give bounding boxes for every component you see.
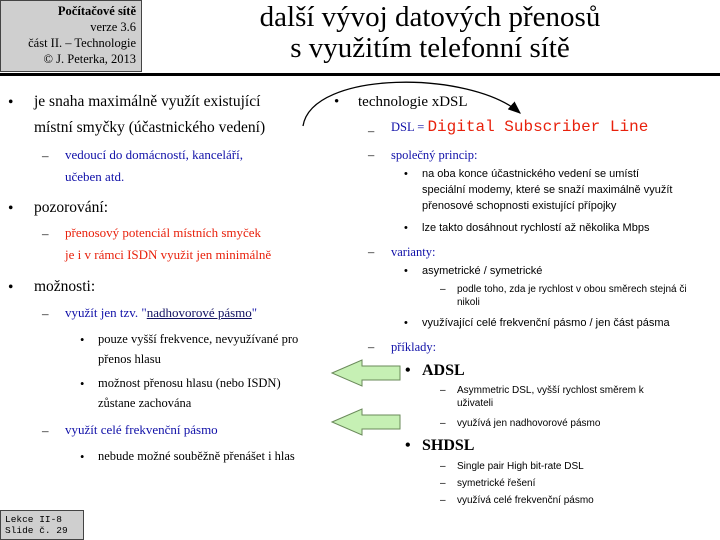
shdsl-arrow-icon [332,409,400,435]
bullet-icon: • [404,222,408,234]
part-label: část II. – Technologie [28,36,136,50]
bullet-icon: • [404,168,408,180]
left-subpoint-2: přenosový potenciál místních smyček je i v rámci ISDN využit jen minimálně [65,225,272,262]
bullet-icon: • [404,265,408,277]
principle-point-2: lze takto dosáhnout rychlostí až několika Mbps [422,222,650,234]
overvoice-band-term: nadhovorové pásmo [146,305,252,320]
dash-icon: – [368,340,375,354]
dash-icon: – [440,418,446,429]
principle-point-1: na oba konce účastnického vedení se umístí speciální modemy, které se snaží maximálně využít přenosové schopnosti existující přípojky [422,168,673,212]
adsl-point-2: využívá jen nadhovorové pásmo [457,418,601,429]
option-1: využít jen tzv. "nadhovorové pásmo" [65,305,258,320]
dash-icon: – [42,226,49,241]
bullet-icon: • [405,362,411,379]
slide-title-line1: další vývoj datových přenosů [259,1,601,33]
option-1-point-2: možnost přenosu hlasu (nebo ISDN) zůstane zachována [98,376,281,410]
lecture-label: Lekce II-8 [5,514,63,525]
left-bullet-1: je snaha maximálně využít existující místní smyčky (účastnického vedení) [34,93,266,136]
slide-number-box [0,510,84,540]
version-label: verze 3.6 [90,20,136,34]
dash-icon: – [440,478,446,489]
bullet-icon: • [334,94,340,110]
variants: varianty: [391,245,436,259]
dash-icon: – [368,148,375,162]
author-label: © J. Peterka, 2013 [43,52,136,66]
bullet-icon: • [8,200,14,217]
bullet-icon: • [8,279,14,296]
right-bullet-1: technologie xDSL [358,94,468,110]
variants-subpoint-1: podle toho, zda je rychlost v obou směrech stejná či nikoli [457,284,687,308]
shdsl-point-1: Single pair High bit-rate DSL [457,461,584,472]
bullet-icon: • [405,437,411,454]
dsl-definition: DSL = Digital Subscriber Line [391,118,649,136]
option-2: využít celé frekvenční pásmo [65,422,218,437]
left-bullet-3: možnosti: [34,278,96,295]
option-1-point-1: pouze vyšší frekvence, nevyužívané pro přenos hlasu [98,332,299,366]
bullet-icon: • [80,377,85,391]
left-subpoint-1: vedoucí do domácností, kanceláří, učeben atd. [65,147,243,184]
dash-icon: – [42,423,49,438]
bullet-icon: • [8,94,14,111]
bullet-icon: • [80,450,85,464]
slide-label: Slide č. 29 [5,525,68,536]
dsl-full-name: Digital Subscriber Line [427,118,649,136]
dash-icon: – [440,284,446,295]
slide-title-line2: s využitím telefonní sítě [290,32,570,64]
dash-icon: – [440,461,446,472]
left-bullet-2: pozorování: [34,199,109,216]
dash-icon: – [440,495,446,506]
common-principle: společný princip: [391,148,478,162]
shdsl-point-3: využívá celé frekvenční pásmo [457,495,594,506]
dash-icon: – [440,385,446,396]
adsl-arrow-icon [332,360,400,386]
dash-icon: – [368,245,375,259]
variants-point-2: využívající celé frekvenční pásmo / jen část pásma [422,317,670,329]
dash-icon: – [368,124,375,138]
dash-icon: – [42,148,49,163]
examples: příklady: [391,340,437,354]
option-2-point-1: nebude možné souběžně přenášet i hlas [98,449,295,463]
bullet-icon: • [80,333,85,347]
shdsl-point-2: symetrické řešení [457,478,536,489]
dash-icon: – [42,306,49,321]
bullet-icon: • [404,317,408,329]
example-adsl: ADSL [422,362,465,379]
course-name: Počítačové sítě [57,4,136,18]
example-shdsl: SHDSL [422,437,475,454]
adsl-point-1: Asymmetric DSL, vyšší rychlost směrem k uživateli [457,385,644,409]
variants-point-1: asymetrické / symetrické [422,265,543,277]
